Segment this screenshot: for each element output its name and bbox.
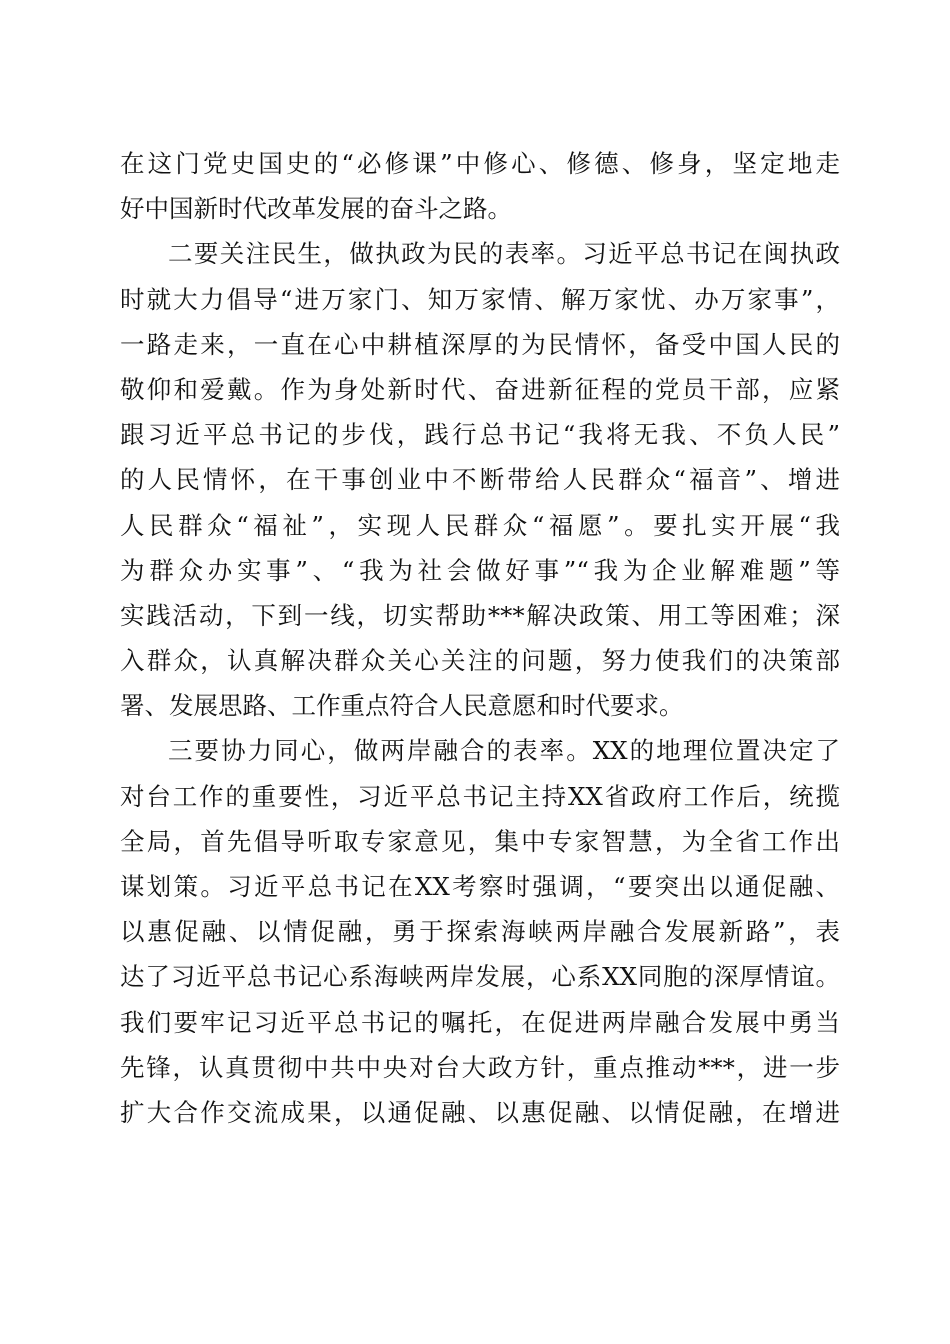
text-line: 谋划策。习近平总书记在XX考察时强调，“要突出以通促融、 <box>120 872 840 901</box>
text-line: 达了习近平总书记心系海峡两岸发展，心系XX同胞的深厚情谊。 <box>120 962 840 992</box>
text-line: 为群众办实事”、“我为社会做好事”“我为企业解难题”等 <box>120 555 840 585</box>
paragraph-first-line: 三要协力同心，做两岸融合的表率。XX的地理位置决定了 <box>168 736 840 766</box>
text-line: 对台工作的重要性，习近平总书记主持XX省政府工作后，统揽 <box>120 781 840 811</box>
text-line: 全局，首先倡导听取专家意见，集中专家智慧，为全省工作出 <box>120 826 840 856</box>
text-line: 好中国新时代改革发展的奋斗之路。 <box>120 194 512 224</box>
body-text <box>120 141 840 1135</box>
text-line: 一路走来，一直在心中耕植深厚的为民情怀，备受中国人民的 <box>120 329 840 359</box>
text-line: 署、发展思路、工作重点符合人民意愿和时代要求。 <box>120 691 684 721</box>
paragraph-first-line: 二要关注民生，做执政为民的表率。习近平总书记在闽执政 <box>168 239 840 269</box>
text-line: 人民群众“福祉”，实现人民群众“福愿”。要扎实开展“我 <box>120 510 840 540</box>
text-line: 在这门党史国史的“必修课”中修心、修德、修身，坚定地走 <box>120 149 840 178</box>
text-line: 扩大合作交流成果，以通促融、以惠促融、以情促融，在增进 <box>120 1097 840 1127</box>
text-line: 先锋，认真贯彻中共中央对台大政方针，重点推动***，进一步 <box>120 1052 840 1082</box>
text-line: 实践活动，下到一线，切实帮助***解决政策、用工等困难；深 <box>120 600 840 630</box>
text-line: 时就大力倡导“进万家门、知万家情、解万家忧、办万家事”， <box>120 284 840 314</box>
text-line: 的人民情怀，在干事创业中不断带给人民群众“福音”、增进 <box>120 465 840 495</box>
text-line: 跟习近平总书记的步伐，践行总书记“我将无我、不负人民” <box>120 420 840 450</box>
text-line: 敬仰和爱戴。作为身处新时代、奋进新征程的党员干部，应紧 <box>120 374 840 404</box>
text-line: 以惠促融、以情促融，勇于探索海峡两岸融合发展新路”，表 <box>120 917 840 947</box>
text-line: 我们要牢记习近平总书记的嘱托，在促进两岸融合发展中勇当 <box>120 1007 840 1037</box>
text-line: 入群众，认真解决群众关心关注的问题，努力使我们的决策部 <box>120 646 840 676</box>
